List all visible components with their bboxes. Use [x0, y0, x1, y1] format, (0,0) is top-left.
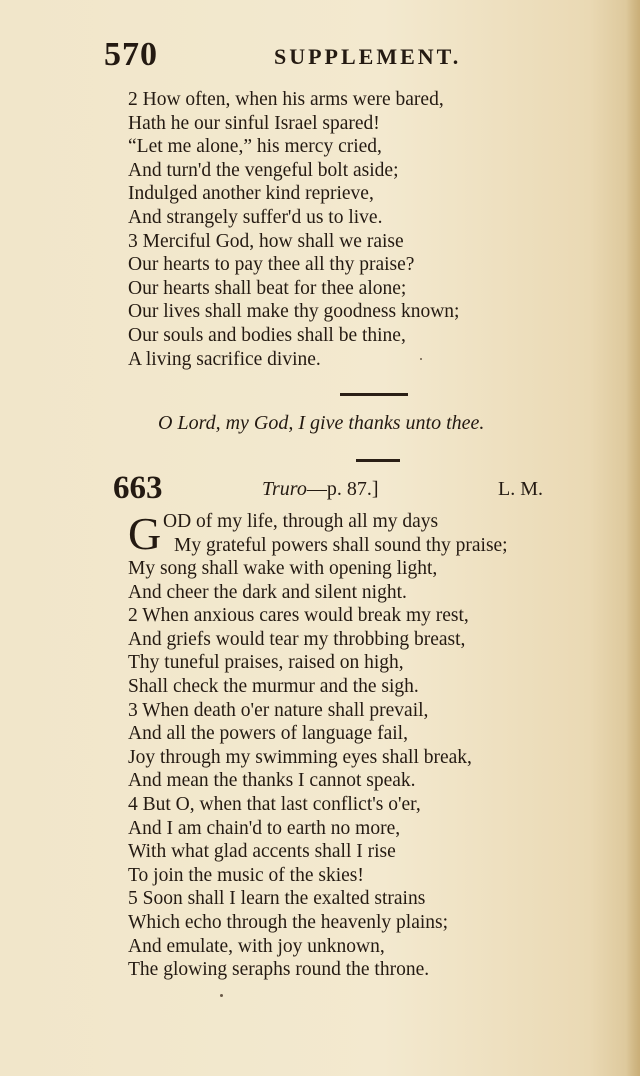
- verse-line: And all the powers of language fail,: [128, 723, 408, 745]
- verse-line: 2 How often, when his arms were bared,: [128, 89, 444, 110]
- section-divider: [340, 393, 408, 396]
- verse-line: Our hearts to pay thee all thy praise?: [128, 254, 415, 276]
- hymn-number: 663: [113, 470, 163, 506]
- tune-reference: [262, 478, 379, 501]
- scripture-heading: O Lord, my God, I give thanks unto thee.: [158, 412, 485, 434]
- verse-line: Which echo through the heavenly plains;: [128, 911, 449, 933]
- verse-line: And I am chain'd to earth no more,: [128, 817, 401, 839]
- verse-line: And griefs would tear my throbbing breast,: [128, 628, 466, 650]
- verse-line: OD of my life, through all my days: [163, 511, 439, 532]
- verse-line: “Let me alone,” his mercy cried,: [128, 136, 382, 158]
- page-header: [104, 36, 504, 76]
- hymn-continuation: [128, 88, 628, 371]
- verse-line: 3 When death o'er nature shall prevail,: [128, 699, 429, 721]
- verse-line: Shall check the murmur and the sigh.: [128, 675, 419, 697]
- paper-speck: [420, 358, 422, 360]
- verse-line: Joy through my swimming eyes shall break,: [128, 746, 472, 768]
- verse-line: With what glad accents shall I rise: [128, 841, 396, 863]
- tune-name: Truro: [262, 478, 307, 500]
- drop-cap: G: [128, 508, 162, 559]
- hymn-meter: L. M.: [498, 478, 543, 500]
- verse-line: 3 Merciful God, how shall we raise: [128, 230, 404, 252]
- verse-line: Hath he our sinful Israel spared!: [128, 112, 380, 134]
- paper-speck: [220, 994, 223, 997]
- verse-line: Thy tuneful praises, raised on high,: [128, 652, 404, 674]
- verse-line: 4 But O, when that last conflict's o'er,: [128, 793, 421, 815]
- verse-line: And turn'd the vengeful bolt aside;: [128, 159, 399, 181]
- verse-line: My grateful powers shall sound thy praise;: [174, 535, 508, 556]
- section-divider: [356, 459, 400, 462]
- verse-line: Our hearts shall beat for thee alone;: [128, 277, 407, 299]
- page-edge-shadow: [626, 0, 640, 1076]
- hymn-body: [128, 557, 628, 982]
- verse-line: The glowing seraphs round the throne.: [128, 959, 430, 981]
- verse-line: And mean the thanks I cannot speak.: [128, 770, 416, 792]
- hymn-heading: [113, 470, 583, 510]
- verse-line: My song shall wake with opening light,: [128, 558, 438, 579]
- verse-line: A living sacrifice divine.: [128, 348, 321, 370]
- tune-page: —p. 87.]: [306, 478, 379, 500]
- verse-line: And cheer the dark and silent night.: [128, 581, 407, 603]
- verse-line: Our lives shall make thy goodness known;: [128, 301, 460, 323]
- verse-line: Our souls and bodies shall be thine,: [128, 324, 406, 346]
- verse-line: And strangely suffer'd us to live.: [128, 206, 383, 228]
- verse-line: 5 Soon shall I learn the exalted strains: [128, 888, 426, 910]
- running-head: SUPPLEMENT.: [274, 44, 462, 69]
- verse-line: Indulged another kind reprieve,: [128, 183, 374, 205]
- verse-line: And emulate, with joy unknown,: [128, 935, 385, 957]
- page-number: 570: [104, 36, 158, 73]
- verse-line: 2 When anxious cares would break my rest,: [128, 605, 469, 627]
- verse-line: To join the music of the skies!: [128, 864, 364, 886]
